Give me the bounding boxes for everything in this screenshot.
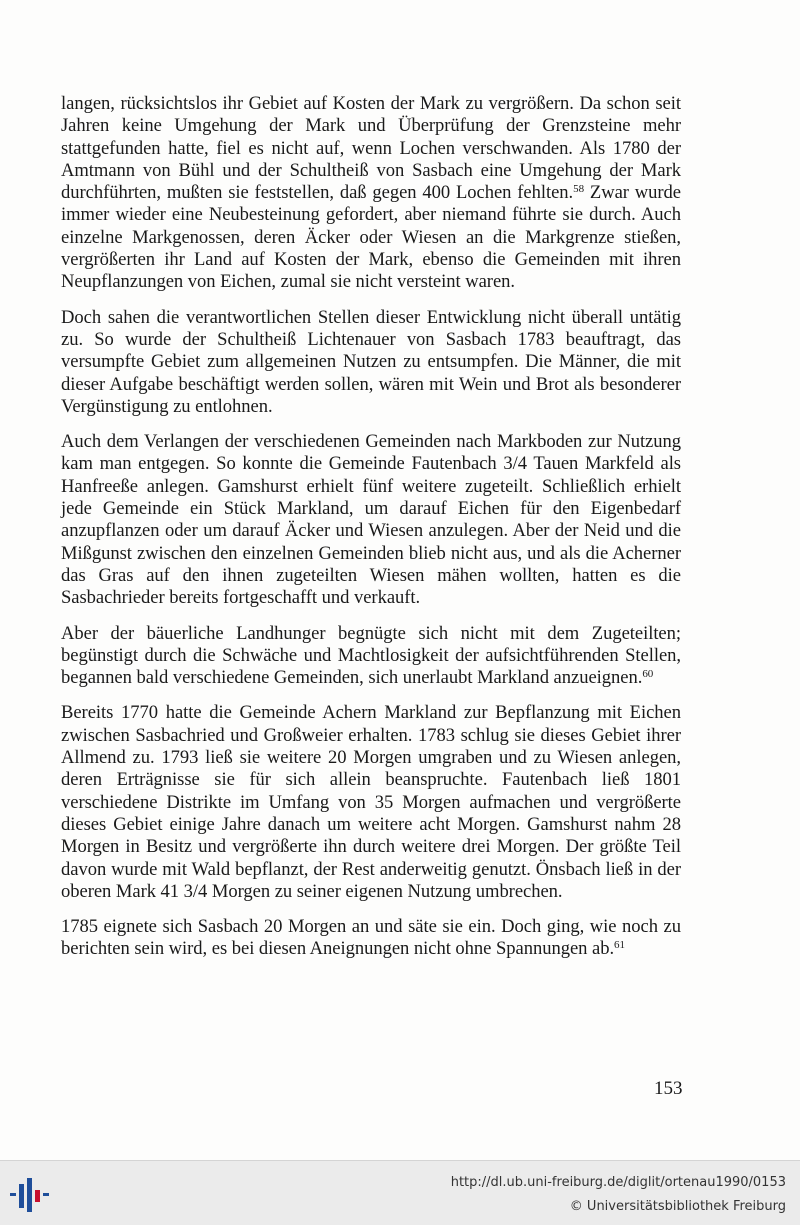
paragraph bbox=[61, 93, 681, 294]
permalink-url[interactable]: http://dl.ub.uni-freiburg.de/diglit/ortenau1990/0153 bbox=[450, 1175, 786, 1190]
paragraph-text: 1785 eignete sich Sasbach 20 Morgen an und säte sie ein. Doch ging, wie noch zu berichten sein wird, es bei diesen Aneignungen nicht ohne Spannungen ab. bbox=[61, 916, 681, 960]
footnote-marker: 58 bbox=[573, 183, 585, 196]
footnote-marker: 60 bbox=[642, 668, 654, 681]
paragraph-text: Aber der bäuerliche Landhunger begnügte sich nicht mit dem Zugeteilten; begünstigt durch die Schwäche und Machtlosigkeit der aufsichtführenden Stellen, begannen bald verschiedene Gemeinden, sich unerlaubt Markland anzueignen. bbox=[61, 622, 681, 689]
paragraph-text-continued: Zwar wurde immer wieder eine Neubesteinung gefordert, aber niemand führte sie durch. Auch einzelne Markgenossen, deren Äcker oder Wiesen an die Markgrenze stießen, vergrößerten ihr Land auf Kosten der Mark, ebenso die Gemeinden mit ihren Neupflanzungen von Eichen, zumal sie nicht versteint waren. bbox=[61, 182, 681, 293]
viewer-footer bbox=[0, 1160, 800, 1225]
paragraph bbox=[61, 916, 681, 961]
paragraph-text: Bereits 1770 hatte die Gemeinde Achern Markland zur Bepflanzung mit Eichen zwischen Sasbachried und Großweier erhalten. 1783 schlug sie dieses Gebiet ihrer Allmend zu. 1793 ließ sie weitere 20 Morgen umgraben und zu Wiesen anlegen, deren Erträgnisse sie für sich allein beanspruchte. Fautenbach ließ 1801 verschiedene Distrikte im Umfang von 35 Morgen aufmachen und vergrößerte dieses Gebiet einige Jahre danach um weitere acht Morgen. Gamshurst nahm 28 Morgen in Besitz und vergrößerte ihn durch weitere drei Morgen. Der größte Teil davon wurde mit Wald bepflanzt, der Rest anderweitig genutzt. Önsbach ließ in der oberen Mark 41 3/4 Morgen zu seiner eigenen Nutzung umbrechen. bbox=[61, 702, 681, 902]
footnote-marker: 61 bbox=[614, 939, 625, 952]
paragraph bbox=[61, 307, 681, 418]
copyright-notice: © Universitätsbibliothek Freiburg bbox=[569, 1199, 786, 1214]
page-number: 153 bbox=[654, 1078, 683, 1099]
paragraph bbox=[61, 431, 681, 609]
paragraph-text: langen, rücksichtslos ihr Gebiet auf Kosten der Mark zu vergrößern. Da schon seit Jahren keine Umgehung der Mark und Überprüfung der Grenzsteine mehr stattgefunden hatte, fiel es nicht auf, wenn Lochen verschwanden. Als 1780 der Amtmann von Bühl und der Schultheiß von Sasbach eine Umgehung der Mark durchführten, mußten sie feststellen, daß gegen 400 Lochen fehlten. bbox=[61, 93, 681, 204]
ub-freiburg-logo-icon[interactable] bbox=[10, 1178, 52, 1212]
paragraph bbox=[61, 623, 681, 690]
body-text bbox=[61, 93, 681, 974]
paragraph-text: Auch dem Verlangen der verschiedenen Gemeinden nach Markboden zur Nutzung kam man entgegen. So konnte die Gemeinde Fautenbach 3/4 Tauen Markfeld als Hanfreeße anlegen. Gamshurst erhielt fünf weitere zugeteilt. Schließlich erhielt jede Gemeinde ein Stück Markland, um darauf Eichen für den Eigenbedarf anzupflanzen oder um darauf Äcker und Wiesen anzulegen. Aber der Neid und die Mißgunst zwischen den einzelnen Gemeinden blieb nicht aus, und als die Acherner das Gras auf den ihnen zugeteilten Wiesen mähen wollten, hatten es die Sasbachrieder bereits fortgeschafft und verkauft. bbox=[61, 431, 681, 609]
paragraph-text: Doch sahen die verantwortlichen Stellen dieser Entwicklung nicht überall untätig zu. So wurde der Schultheiß Lichtenauer von Sasbach 1783 beauftragt, das versumpfte Gebiet zum allgemeinen Nutzen zu entsumpfen. Die Männer, die mit dieser Aufgabe beschäftigt werden sollen, wären mit Wein und Brot als besonderer Vergünstigung zu entlohnen. bbox=[61, 306, 681, 417]
paragraph bbox=[61, 702, 681, 903]
